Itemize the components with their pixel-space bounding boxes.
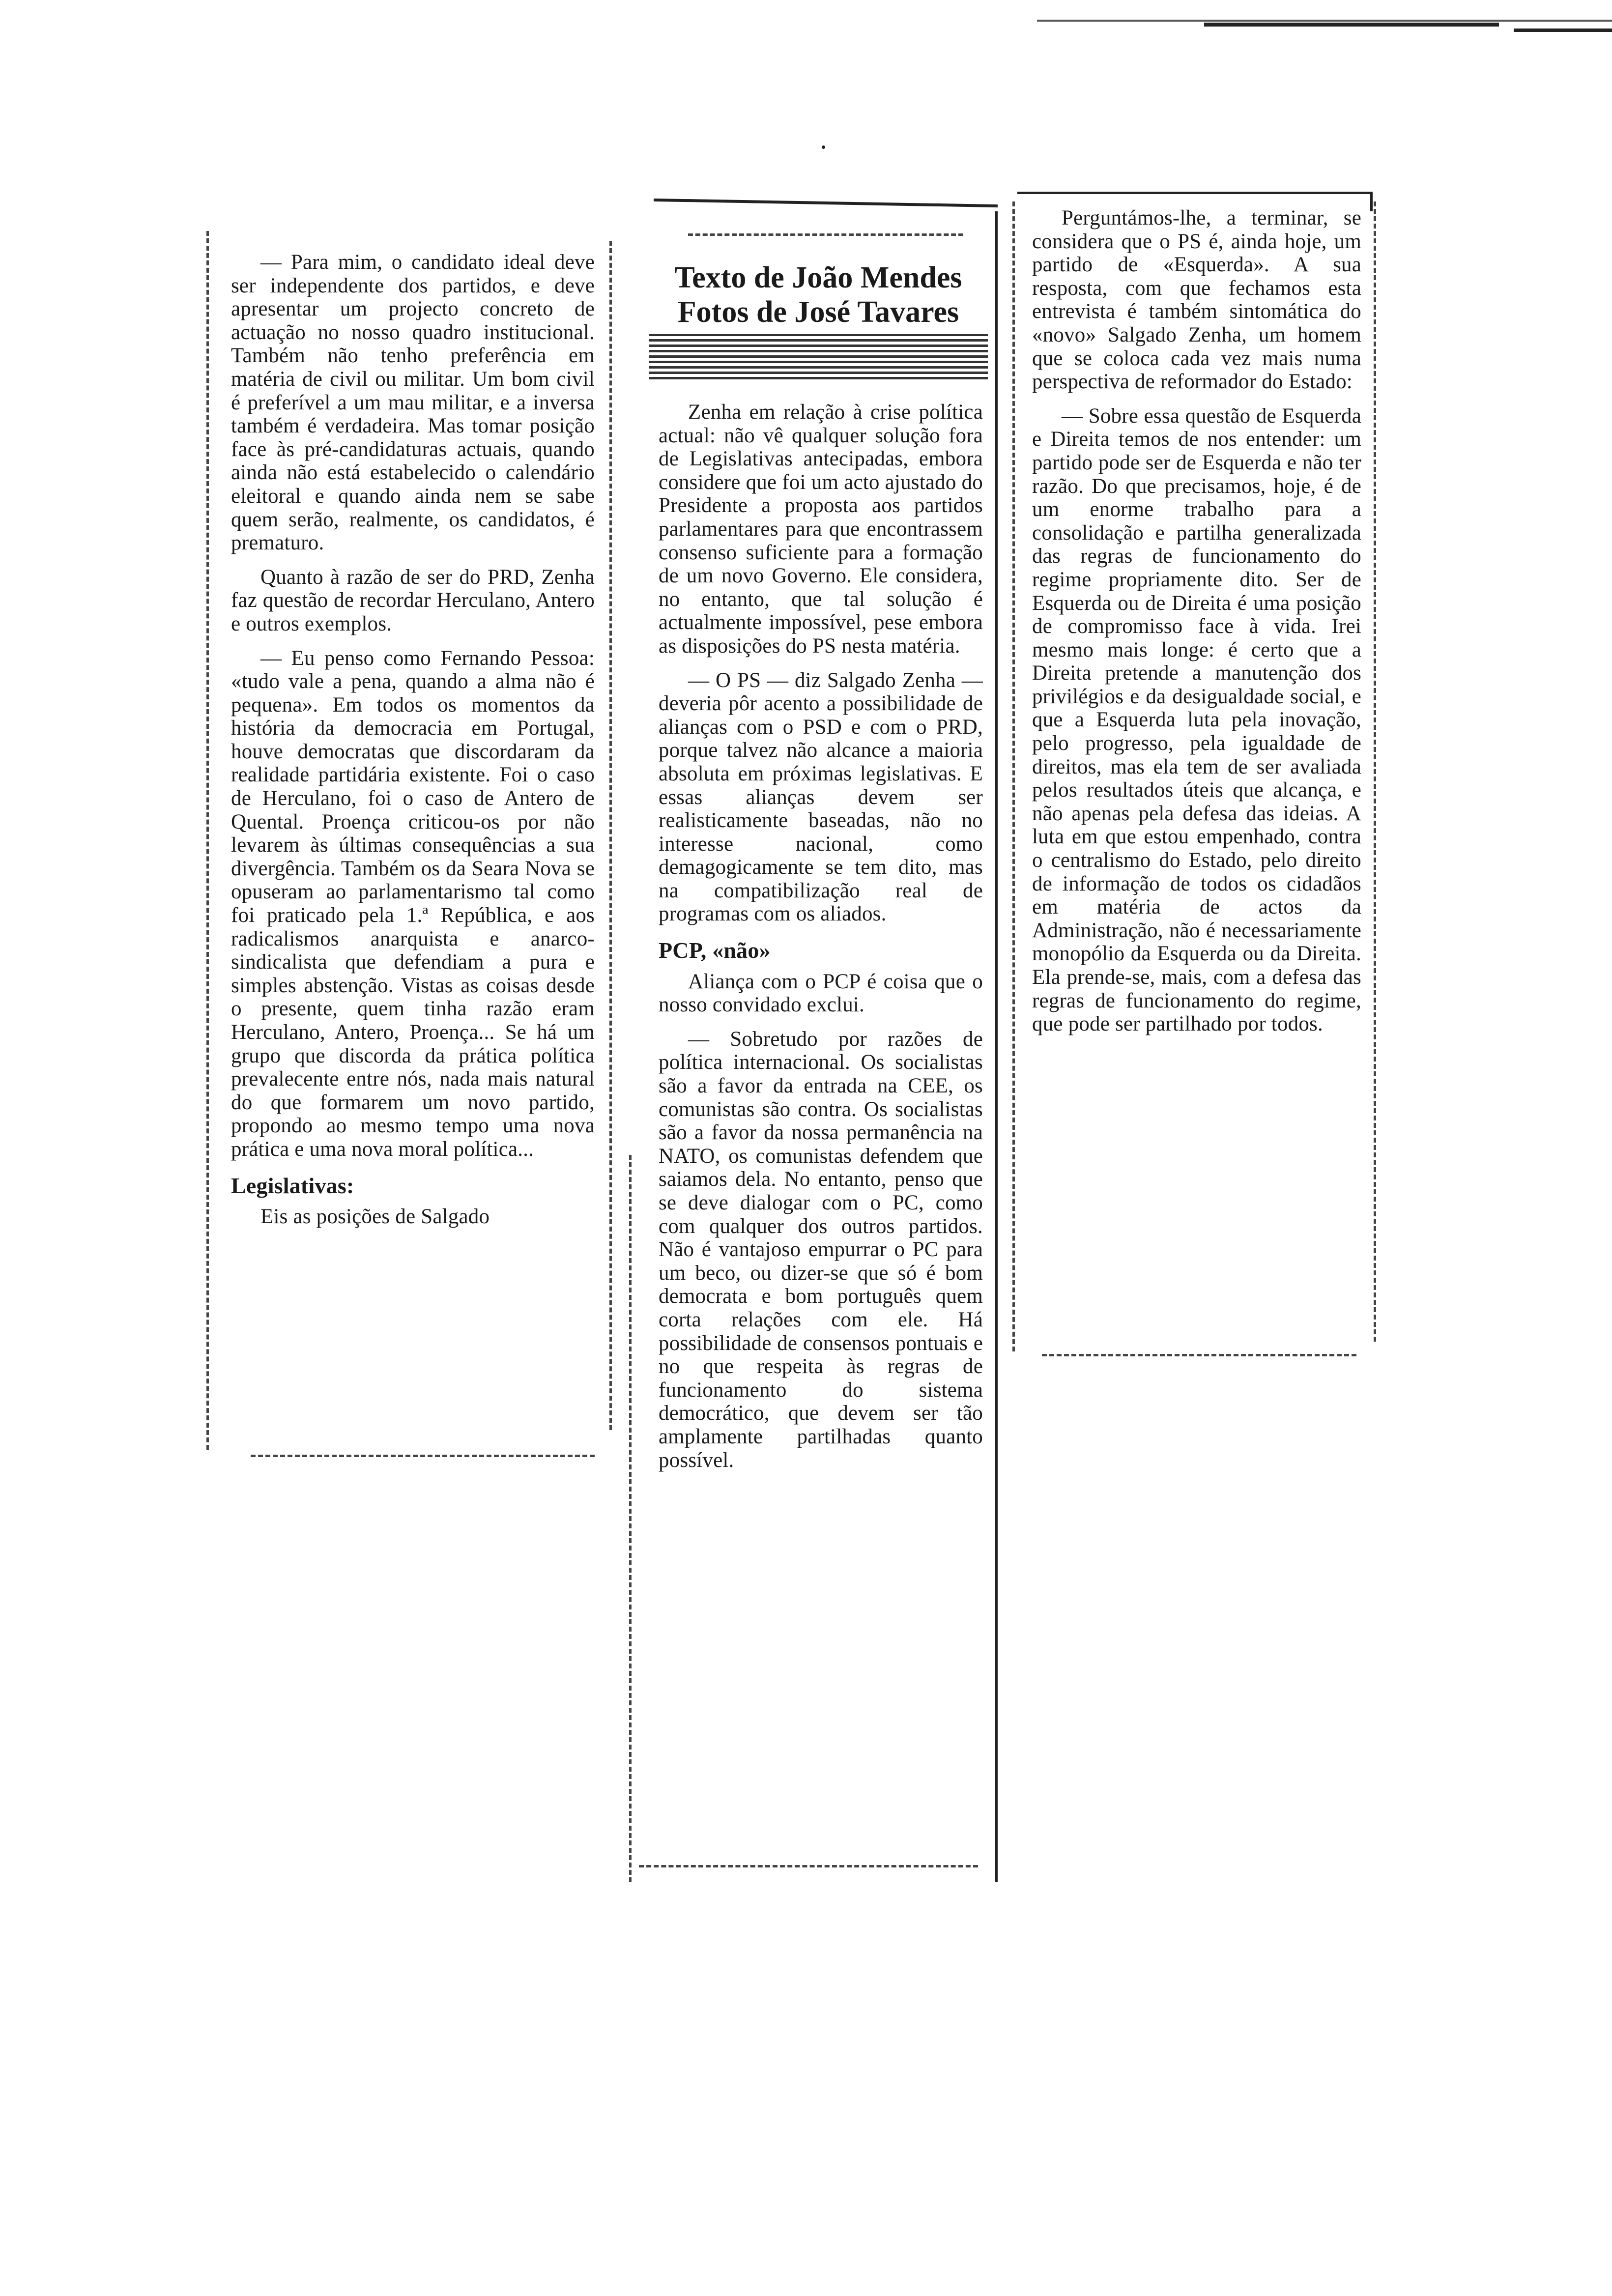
paragraph: — O PS — diz Salgado Zenha — deveria pôr acento a possibilidade de alianças com o PSD e com o PRD, porque talvez não alcance a maioria absoluta em próximas legislativas. E essas alianças devem ser realisticamente baseadas, não no interesse nacional, como demagogicamente se tem dito, mas na compatibilização real de programas com os aliados. — [659, 668, 983, 926]
byline-photos: Fotos de José Tavares — [677, 295, 959, 329]
paragraph: Perguntámos-lhe, a terminar, se considera que o PS é, ainda hoje, um partido de «Esquerda». A sua resposta, com que fechamos esta entrevista é também sintomática do «novo» Salgado Zenha, um homem que se coloca cada vez mais numa perspectiva de reformador do Estado: — [1032, 206, 1361, 394]
paragraph: — Eu penso como Fernando Pessoa: «tudo vale a pena, quando a alma não é pequena». Em todos os momentos da história da democracia em Portugal, houve democratas que discordaram da realidade partidária existente. Foi o caso de Herculano, foi o caso de Antero de Quental. Proença criticou-os por não levarem às últimas consequências a sua divergência. Também os da Seara Nova se opuseram ao parlamentarismo tal como foi praticado pela 1.ª República, e aos radicalismos anarquista e anarco-sindicalista que defendiam a pura e simples abstenção. Vistas as coisas desde o presente, quem tinha razão eram Herculano, Antero, Proença... Se há um grupo que discorda da prática política prevalecente entre nós, nada mais natural do que formarem um novo partido, propondo ao mesmo tempo uma nova prática e uma nova moral política... — [231, 646, 595, 1161]
paragraph: Quanto à razão de ser do PRD, Zenha faz questão de recordar Herculano, Antero e outros exemplos. — [231, 565, 595, 635]
scan-speck — [822, 145, 825, 149]
clipping-edge — [206, 231, 209, 1450]
paragraph: Aliança com o PCP é coisa que o nosso convidado exclui. — [659, 970, 983, 1017]
clipping-top-rule — [1017, 192, 1371, 194]
clipping-edge — [629, 1155, 632, 1882]
scan-edge-noise — [1204, 23, 1499, 27]
clipping-top-rule — [654, 199, 998, 207]
subheading: Legislativas: — [231, 1173, 354, 1198]
decorative-photo-strip — [649, 334, 988, 379]
clipping-left — [211, 231, 619, 1474]
clipping-edge — [1042, 1354, 1356, 1356]
scan-edge-noise — [1514, 29, 1612, 32]
paragraph: — Sobretudo por razões de política internacional. Os socialistas são a favor da entrada na CEE, os comunistas são contra. Os socialistas são a favor da nossa permanência na NATO, os comunistas defendem que saiamos dela. No entanto, penso que se deve dialogar com o PC, como com qualquer dos outros partidos. Não é vantajoso empurrar o PC para um beco, ou dizer-se que só é bom democrata e bom português quem corta relações com ele. Há possibilidade de consensos pontuais e no que respeita às regras de funcionamento do sistema democrático, que devem ser tão amplamente partilhadas quanto possível. — [659, 1027, 983, 1472]
scan-edge-noise — [1037, 20, 1612, 22]
clipping-edge — [251, 1455, 595, 1457]
clipping-edge — [609, 241, 612, 1430]
clipping-edge — [1374, 201, 1376, 1342]
article-column-2 — [659, 401, 983, 1483]
clipping-right — [1012, 182, 1386, 1371]
clipping-edge — [1370, 192, 1373, 211]
byline — [649, 260, 988, 329]
article-column-1 — [231, 251, 595, 1239]
clipping-edge — [639, 1865, 978, 1867]
byline-text: Texto de João Mendes — [674, 261, 962, 294]
clipping-edge — [1012, 201, 1015, 1351]
paragraph: — Sobre essa questão de Esquerda e Direita temos de nos entender: um partido pode ser de Esquerda e não ter razão. Do que precisamos, hoje, é de um enorme trabalho para a consolidação e partilha generalizada das regras de funcionamento do regime propriamente dito. Ser de Esquerda ou de Direita é uma posição de compromisso face à vida. Irei mesmo mais longe: é certo que a Direita pretende a manutenção dos privilégios e da desigualdade social, e que a Esquerda luta pela inovação, pelo progresso, pela igualdade de direitos, mas ela tem de ser avaliada pelos resultados úteis que alcança, e não apenas pela defesa das ideias. A luta em que estou empenhado, contra o centralismo do Estado, pelo direito de informação de todos os cidadãos em matéria de actos da Administração, não é necessariamente monopólio da Esquerda ou da Direita. Ela prende-se, mais, com a defesa das regras de funcionamento do regime, que pode ser partilhado por todos. — [1032, 404, 1361, 1036]
article-column-3 — [1032, 206, 1361, 1047]
paragraph: Eis as posições de Salgado — [260, 1205, 490, 1229]
clipping-center — [629, 192, 1003, 1887]
paragraph: — Para mim, o candidato ideal deve ser independente dos partidos, e deve apresentar um projecto concreto de actuação no nosso quadro institucional. Também não tenho preferência em matéria de civil ou militar. Um bom civil é preferível a um mau militar, e a inversa também é verdadeira. Mas tomar posição face às pré-candidaturas actuais, quando ainda não está estabelecido o calendário eleitoral e quando ainda nem se sabe quem serão, realmente, os candidatos, é prematuro. — [231, 251, 595, 555]
clipping-edge — [995, 211, 998, 1882]
paragraph: Zenha em relação à crise política actual: não vê qualquer solução fora de Legislativas antecipadas, embora considere que foi um acto ajustado do Presidente a proposta aos partidos parlamentares para que encontrassem consenso suficiente para a formação de um novo Governo. Ele considera, no entanto, que tal solução é actualmente impossível, pese embora as disposições do PS nesta matéria. — [659, 401, 983, 658]
subheading: PCP, «não» — [659, 938, 771, 963]
clipping-edge — [688, 233, 963, 236]
